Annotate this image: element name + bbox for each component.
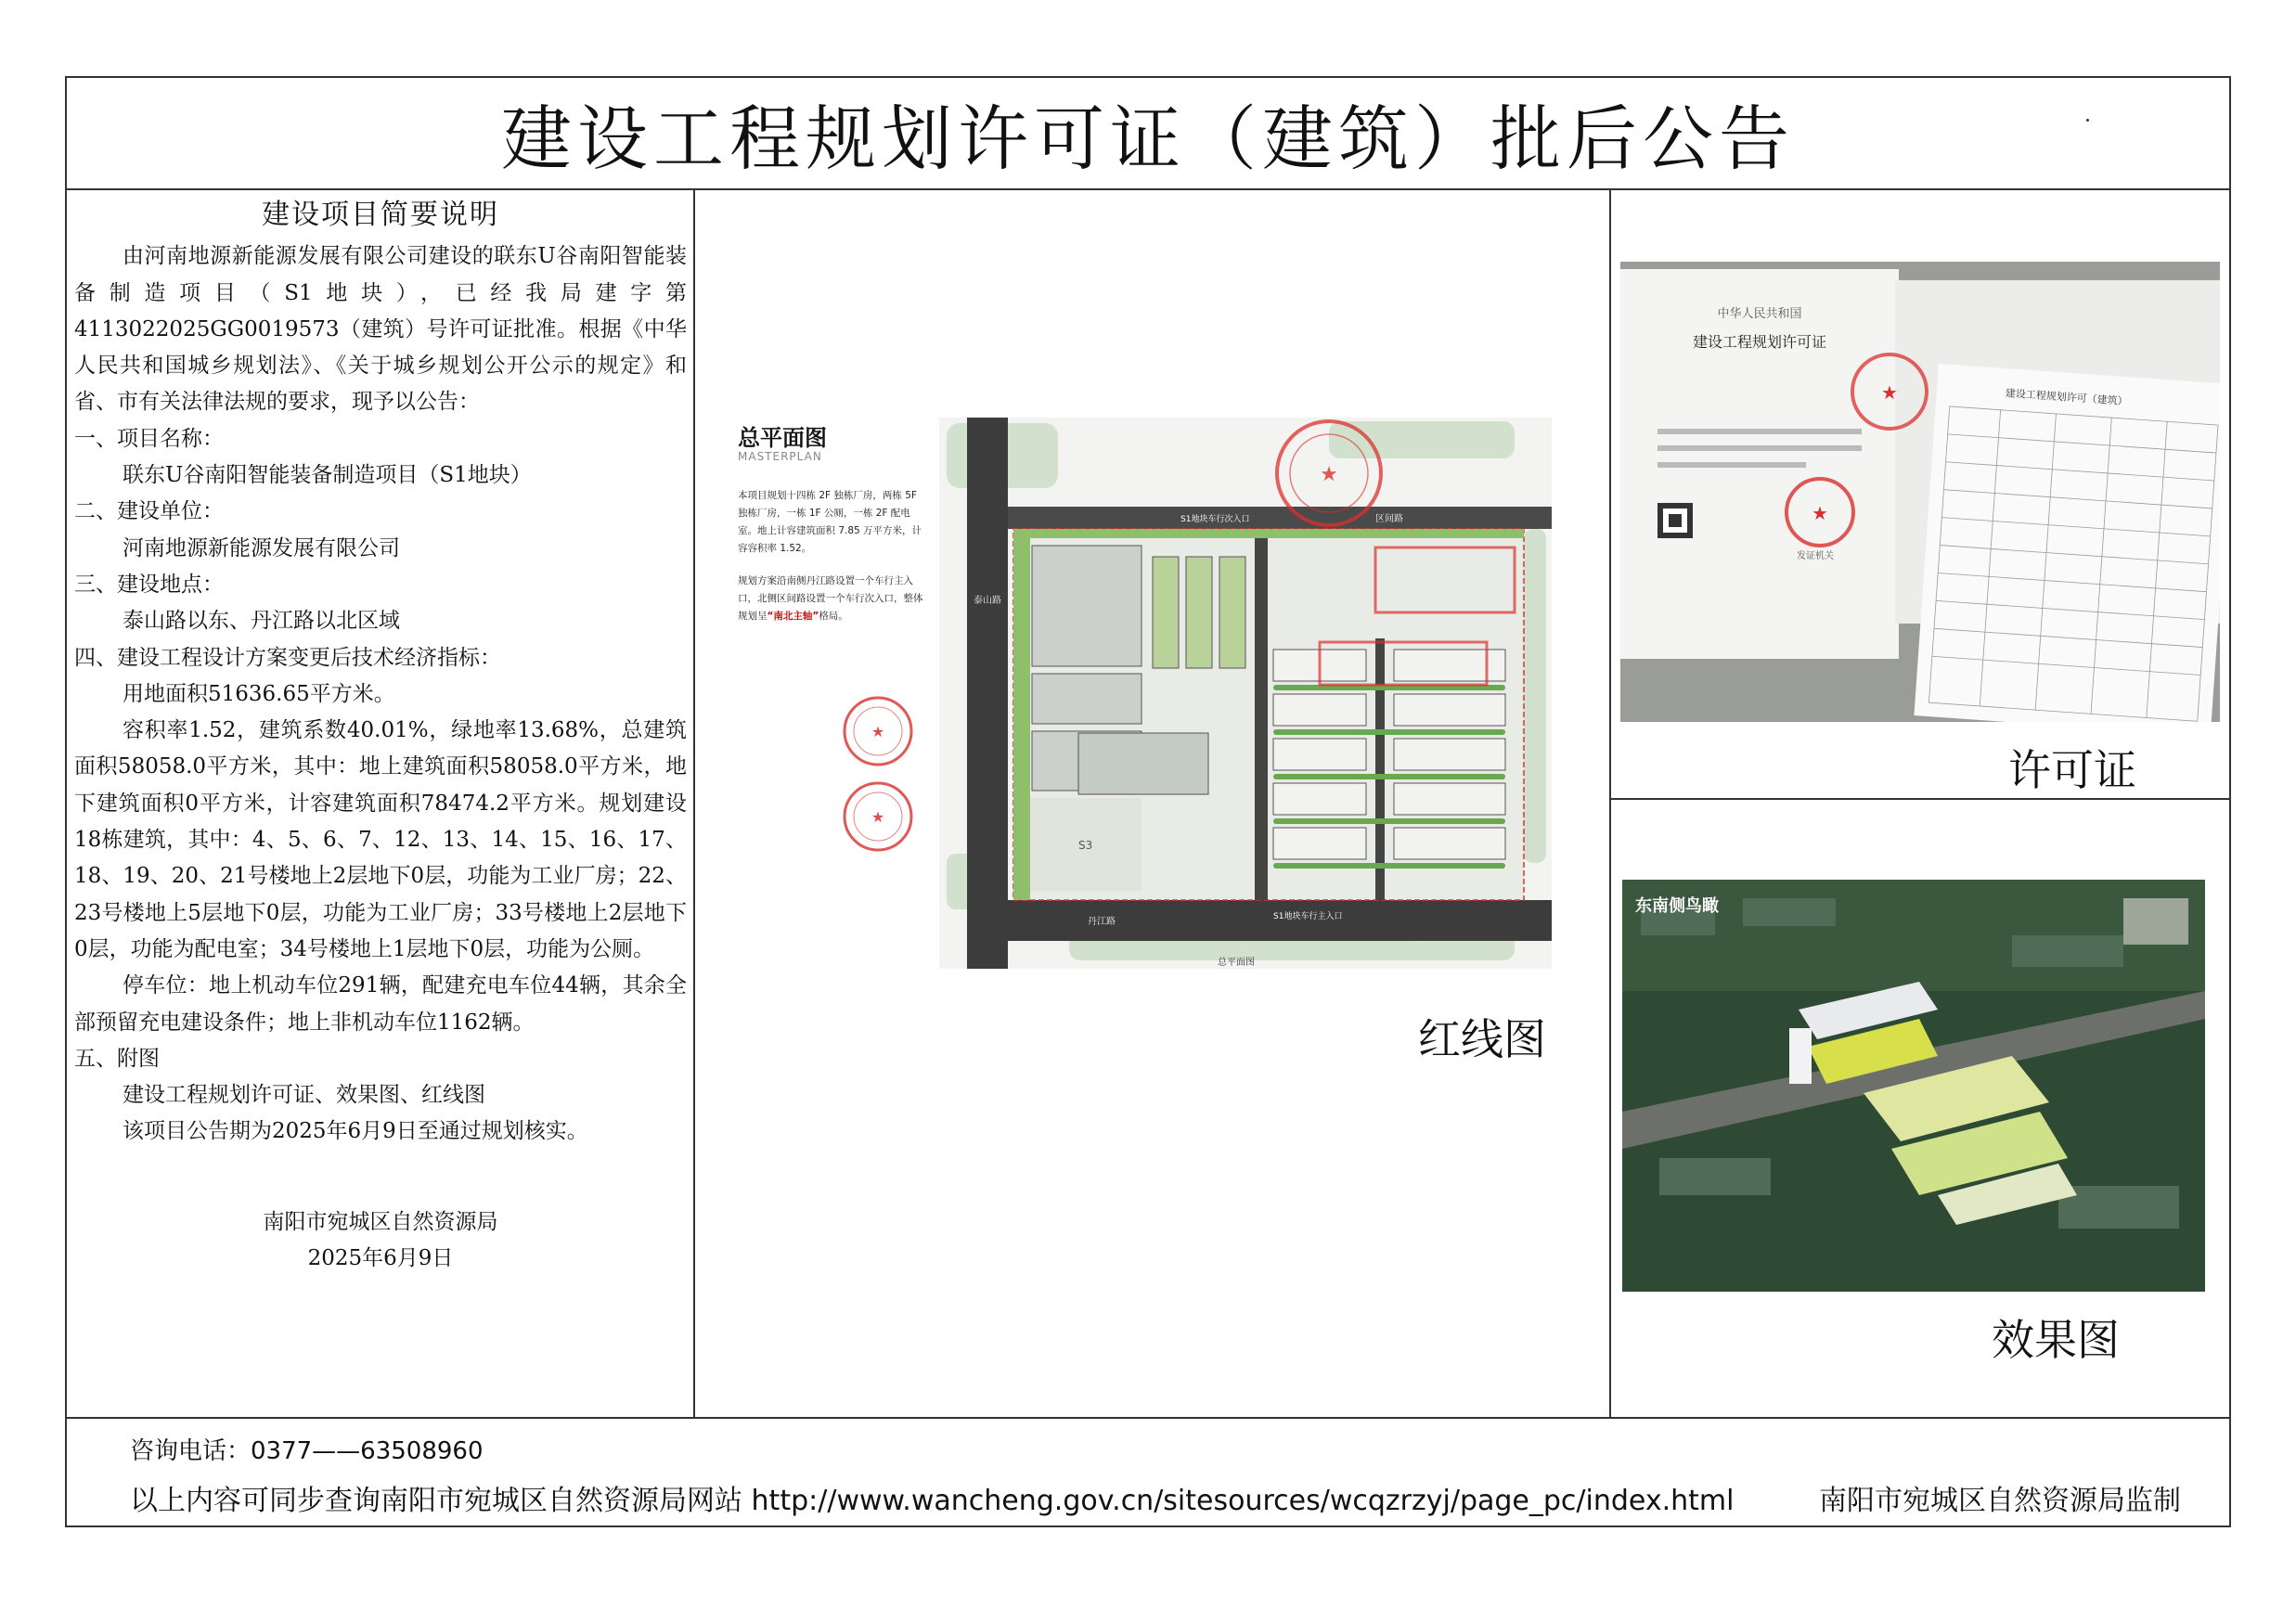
plan-desc-1: 本项目规划十四栋 2F 独栋厂房，两栋 5F 独栋厂房，一栋 1F 公厕，一栋 2F 配电室。地上计容建筑面积 7.85 万平方米，计容容积率 1.52。: [738, 490, 922, 554]
east-inner-road: [1375, 638, 1385, 900]
right-column-divider: [1609, 188, 1611, 1417]
attachment-title: 建设工程规划许可（建筑）: [2005, 387, 2129, 408]
build-location: 泰山路以东、丹江路以北区域: [123, 609, 400, 634]
website-link[interactable]: http://www.wancheng.gov.cn/sitesources/wcqzrzyj/page_pc/index.html: [751, 1485, 1735, 1517]
footer-divider: [65, 1417, 2231, 1419]
plan-scale-label: 总平面图: [1218, 958, 1255, 968]
left-column-divider: [693, 188, 695, 1417]
tech-indicators: 容积率1.52，建筑系数40.01%，绿地率13.68%，总建筑面积58058.0平方米，其中：地上建筑面积58058.0平方米，地下建筑面积0平方米，计容建筑面积78474.2平方米。规划建设18栋建筑，其中：4、5、6、7、12、13、14、15、16、17、18、19、20、21号楼地上2层地下0层，功能为工业厂房；22、23号楼地上5层地下0层，功能为工业厂房；33号楼地上2层地下0层，功能为配电室；34号楼地上1层地下0层，功能为公厕。: [74, 718, 687, 961]
render-caption: 效果图: [1992, 1315, 2120, 1365]
aerial-render: [1622, 880, 2205, 1292]
central-axis-road: [1255, 538, 1268, 900]
mark-dot: [2086, 119, 2089, 122]
notice-period: 该项目公告期为2025年6月9日至通过规划核实。: [123, 1119, 588, 1144]
red-stamp-2: [845, 783, 911, 850]
s3-label: S3: [1078, 839, 1093, 852]
plan-title: 总平面图: [738, 425, 827, 451]
taishan-road: [967, 418, 1008, 969]
section-3-label: 三、建设地点：: [74, 572, 224, 597]
cert-issuer: 发证机关: [1797, 551, 1834, 561]
west-green-belt: [1013, 529, 1030, 900]
builder-name: 河南地源新能源发展有限公司: [123, 535, 400, 560]
road-north-label: 区间路: [1375, 514, 1403, 524]
plan-desc-2b: 格局。: [819, 611, 848, 622]
danjiang-road: [967, 900, 1552, 941]
interval-road: [1008, 507, 1552, 529]
plan-desc-highlight: “南北主轴”: [767, 611, 819, 622]
summary-intro: 由河南地源新能源发展有限公司建设的联东U谷南阳智能装备制造项目（S1地块），已经我局建字第4113022025GG0019573（建筑）号许可证批准。根据《中华人民共和国城乡规划法》、《关于城乡规划公开公示的规定》和省、市有关法律法规的要求，现予以公告：: [74, 244, 687, 415]
project-summary: [74, 197, 687, 1277]
permit-certificate: [1620, 269, 1899, 659]
project-name: 联东U谷南阳智能装备制造项目（S1地块）: [123, 463, 532, 488]
plan-desc-2: [738, 573, 923, 625]
cert-country: 中华人民共和国: [1717, 307, 1802, 321]
consult-phone: 咨询电话：0377——63508960: [130, 1437, 484, 1465]
website-line: [130, 1477, 1734, 1518]
north-green-belt: [1013, 529, 1524, 538]
supervisor: 南阳市宛城区自然资源局监制: [1819, 1485, 2181, 1517]
section-5-label: 五、附图: [74, 1046, 160, 1071]
website-text: 以上内容可同步查询南阳市宛城区自然资源局网站: [130, 1485, 742, 1517]
north-entry-label: S1地块车行次入口: [1180, 515, 1250, 524]
render-keyplan: [2123, 898, 2188, 945]
attachments: 建设工程规划许可证、效果图、红线图: [123, 1083, 485, 1108]
south-entry-label: S1地块车行主入口: [1273, 912, 1343, 921]
svg-text:★: ★: [871, 723, 885, 740]
permit-photo: [1620, 262, 2220, 722]
red-stamp-1: [845, 698, 911, 765]
land-area: 用地面积51636.65平方米。: [123, 681, 395, 706]
plan-description: [738, 487, 923, 625]
sign-date: 2025年6月9日: [307, 1246, 454, 1271]
svg-text:★: ★: [871, 808, 885, 826]
svg-text:★: ★: [1812, 502, 1828, 524]
section-1-label: 一、项目名称：: [74, 426, 224, 451]
road-south-label: 丹江路: [1088, 917, 1116, 927]
permit-caption: 许可证: [2008, 745, 2136, 795]
page-title: 建设工程规划许可证（建筑）批后公告: [501, 97, 1795, 180]
summary-heading: 建设项目简要说明: [262, 199, 499, 231]
plan-subtitle: MASTERPLAN: [738, 450, 822, 463]
plan-desc-2a: 规划方案沿南侧丹江路设置一个车行主入口，北侧区间路设置一个车行次入口，整体规划呈: [738, 575, 923, 622]
signer: 南阳市宛城区自然资源局: [263, 1209, 498, 1234]
section-4-label: 四、建设工程设计方案变更后技术经济指标：: [74, 645, 501, 670]
svg-text:★: ★: [1881, 381, 1898, 404]
cert-title: 建设工程规划许可证: [1692, 333, 1827, 351]
redline-caption: 红线图: [1418, 1014, 1546, 1064]
site-plan: [939, 418, 1552, 969]
section-2-label: 二、建设单位：: [74, 499, 224, 524]
right-row-divider: [1609, 798, 2231, 800]
road-west-label: 泰山路: [974, 596, 1001, 606]
parking-info: 停车位：地上机动车位291辆，配建充电车位44辆，其余全部预留充电建设条件；地上非机动车位1162辆。: [74, 973, 687, 1035]
approval-stamps: [832, 694, 924, 857]
render-label: 东南侧鸟瞰: [1635, 896, 1719, 916]
svg-text:★: ★: [1320, 463, 1338, 486]
